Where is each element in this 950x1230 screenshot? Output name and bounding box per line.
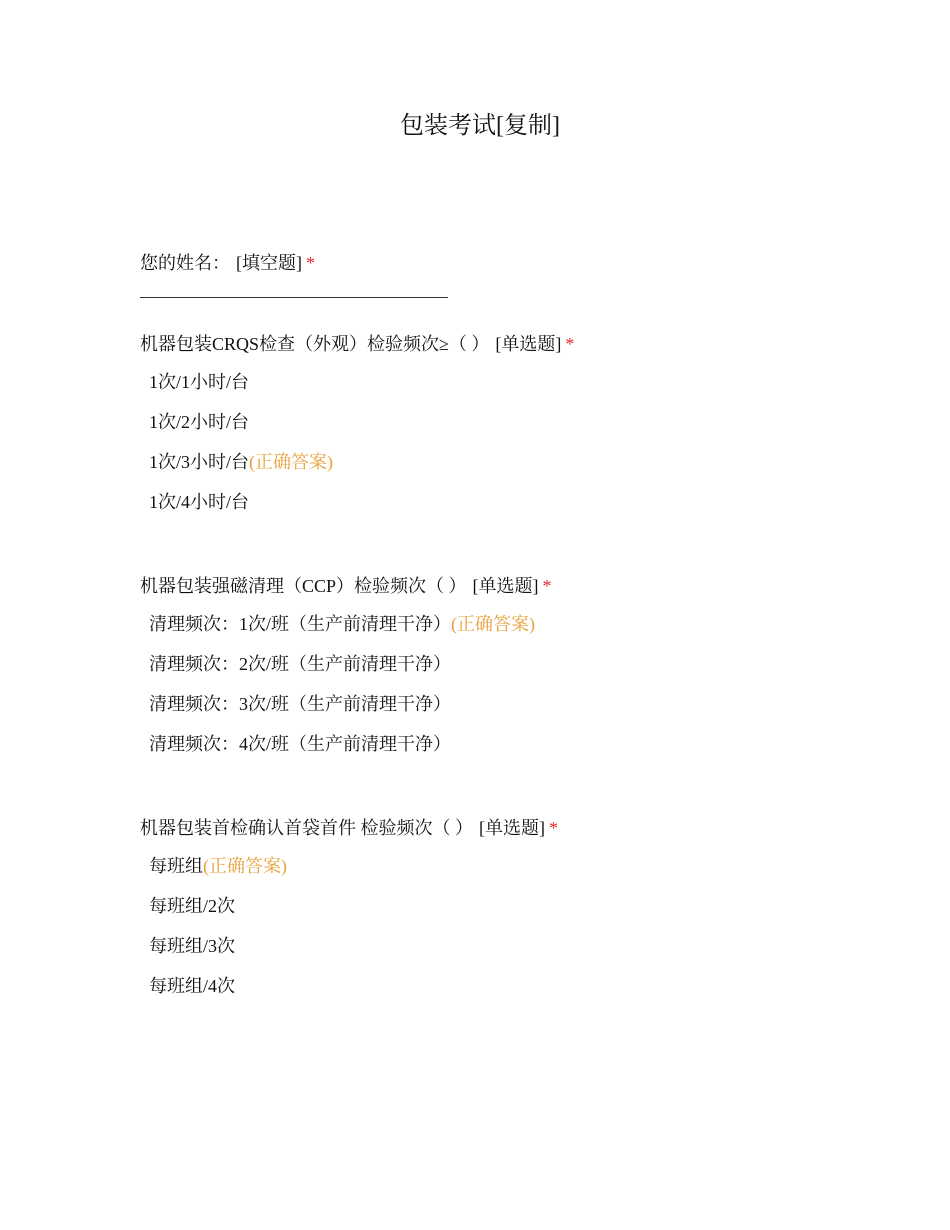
option-item[interactable] xyxy=(149,854,900,894)
required-mark: * xyxy=(542,576,552,596)
required-mark: * xyxy=(565,334,575,354)
option-item[interactable] xyxy=(149,894,900,934)
option-label: 清理频次：2次/班（生产前清理干净） xyxy=(149,654,451,674)
option-list xyxy=(140,370,900,530)
question-crqs-frequency xyxy=(140,332,900,530)
question-text xyxy=(140,816,900,840)
question-label: 机器包装CRQS检查（外观）检验频次≥（ ） xyxy=(140,334,490,354)
option-label: 1次/4小时/台 xyxy=(149,492,250,512)
page-title: 包装考试[复制] xyxy=(400,113,560,139)
correct-answer-tag: (正确答案) xyxy=(203,856,287,876)
option-item[interactable] xyxy=(149,974,900,1014)
correct-answer-tag: (正确答案) xyxy=(249,452,334,472)
question-text xyxy=(140,574,900,598)
question-text xyxy=(140,332,900,356)
option-label: 1次/3小时/台 xyxy=(149,452,250,472)
question-name xyxy=(140,251,900,298)
option-item[interactable] xyxy=(149,692,900,732)
option-item[interactable] xyxy=(149,934,900,974)
option-label: 1次/1小时/台 xyxy=(149,372,250,392)
option-list xyxy=(140,612,900,772)
question-label: 机器包装强磁清理（CCP）检验频次（ ） xyxy=(140,576,467,596)
question-type: [单选题] xyxy=(495,334,562,354)
option-list xyxy=(140,854,900,1014)
option-item[interactable] xyxy=(149,612,900,652)
question-first-piece-check xyxy=(140,816,900,1014)
question-type: [填空题] xyxy=(236,253,302,273)
option-item[interactable] xyxy=(149,450,900,490)
question-magnet-cleaning xyxy=(140,574,900,772)
option-label: 清理频次：1次/班（生产前清理干净） xyxy=(149,614,451,634)
option-label: 1次/2小时/台 xyxy=(149,412,250,432)
option-item[interactable] xyxy=(149,652,900,692)
question-type: [单选题] xyxy=(479,818,545,838)
option-label: 清理频次：3次/班（生产前清理干净） xyxy=(149,694,451,714)
question-text xyxy=(140,251,900,275)
option-item[interactable] xyxy=(149,732,900,772)
option-label: 每班组/4次 xyxy=(149,976,236,996)
option-item[interactable] xyxy=(149,490,900,530)
question-label: 您的姓名： xyxy=(140,253,230,273)
name-answer-line[interactable] xyxy=(140,297,448,298)
option-label: 每班组/2次 xyxy=(149,896,236,916)
question-type: [单选题] xyxy=(472,576,539,596)
option-item[interactable] xyxy=(149,410,900,450)
option-label: 清理频次：4次/班（生产前清理干净） xyxy=(149,734,451,754)
option-label: 每班组 xyxy=(149,856,203,876)
option-label: 每班组/3次 xyxy=(149,936,236,956)
correct-answer-tag: (正确答案) xyxy=(451,614,535,634)
required-mark: * xyxy=(549,818,558,838)
required-mark: * xyxy=(306,253,315,273)
option-item[interactable] xyxy=(149,370,900,410)
question-label: 机器包装首检确认首袋首件 检验频次（ ） xyxy=(140,818,473,838)
